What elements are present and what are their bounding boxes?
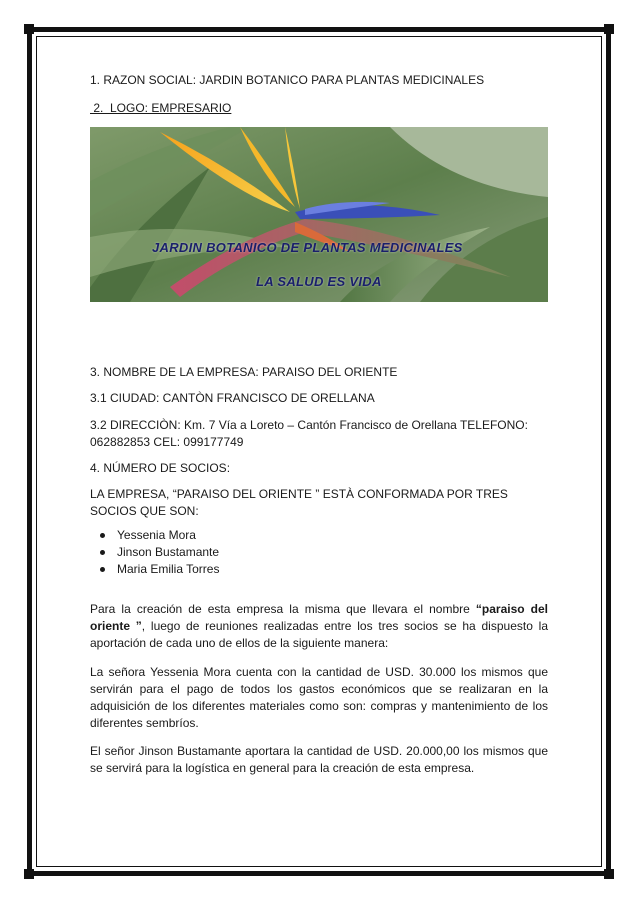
section-razon-social: 1. RAZON SOCIAL: JARDIN BOTANICO PARA PLANTAS MEDICINALES (90, 73, 485, 87)
logo-title: JARDIN BOTANICO DE PLANTAS MEDICINALES (152, 240, 463, 255)
list-item: Maria Emilia Torres (90, 561, 548, 578)
section-ciudad: 3.1 CIUDAD: CANTÒN FRANCISCO DE ORELLANA (90, 391, 375, 405)
section-nombre-empresa: 3. NOMBRE DE LA EMPRESA: PARAISO DEL ORIENTE (90, 365, 398, 379)
border-corner (604, 24, 614, 34)
list-item: Jinson Bustamante (90, 544, 548, 561)
section-logo-heading: 2. LOGO: EMPRESARIO (90, 101, 232, 115)
socios-intro: LA EMPRESA, “PARAISO DEL ORIENTE ” ESTÀ CONFORMADA POR TRES SOCIOS QUE SON: (90, 487, 508, 518)
paragraph-jinson: El señor Jinson Bustamante aportara la cantidad de USD. 20.000,00 los mismos que se servirá para la logística en general para la creación de esta empresa. (90, 744, 548, 775)
section-direccion (90, 417, 548, 451)
border-corner (604, 869, 614, 879)
bullet-icon (100, 567, 105, 572)
border-corner (24, 24, 34, 34)
bullet-icon (100, 533, 105, 538)
company-logo-image (90, 127, 548, 302)
paragraph-creacion: Para la creación de esta empresa la misma que llevara el nombre “paraiso del oriente ”, luego de reuniones realizadas entre los tres socios se ha dispuesto la aportación de cada uno de ellos de la siguiente manera: (90, 602, 549, 650)
paragraph-yessenia: La señora Yessenia Mora cuenta con la cantidad de USD. 30.000 los mismos que servirán para el pago de todos los gastos económicos que se realizaran en la adquisición de los diferentes materiales como son: compras y mantenimiento de los diferentes sembríos. (90, 665, 548, 730)
bullet-icon (100, 550, 105, 555)
telefono-line: 062882853 CEL: 099177749 (90, 435, 244, 449)
border-corner (24, 869, 34, 879)
direccion-line: 3.2 DIRECCIÒN: Km. 7 Vía a Loreto – Cantón Francisco de Orellana TELEFONO: (90, 418, 528, 432)
logo-slogan: LA SALUD ES VIDA (256, 274, 382, 289)
company-name-bold: “paraiso del oriente ” (90, 602, 549, 633)
section-numero-socios: 4. NÚMERO DE SOCIOS: (90, 461, 231, 475)
list-item: Yessenia Mora (90, 527, 548, 544)
partners-list (90, 527, 548, 578)
